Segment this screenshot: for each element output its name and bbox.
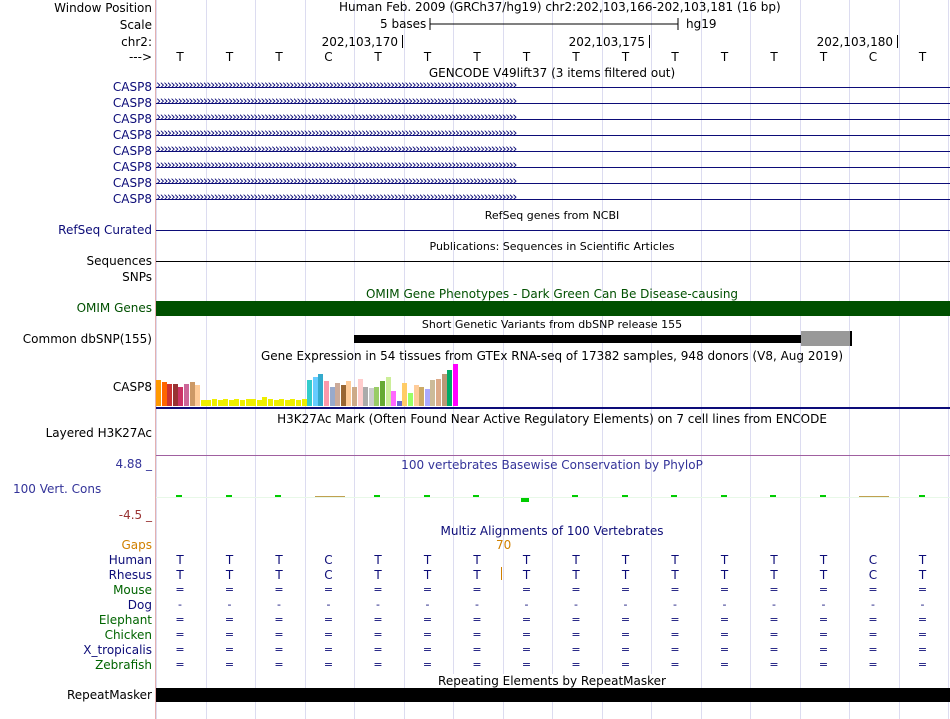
gtex-tissue-bar[interactable] [302, 399, 307, 406]
chrom-label: chr2: [121, 35, 152, 49]
gtex-tissue-bar[interactable] [234, 399, 239, 406]
alignment-base: = [224, 583, 235, 596]
h3k27ac-baseline [156, 455, 950, 456]
gtex-tissue-bar[interactable] [290, 399, 295, 406]
alignment-base: = [274, 583, 284, 596]
alignment-base: = [323, 643, 334, 656]
repeatmasker-label[interactable]: RepeatMasker [66, 688, 152, 702]
alignment-base: = [274, 628, 284, 641]
alignment-base: = [620, 658, 631, 671]
alignment-base: = [868, 583, 878, 596]
gtex-tissue-bar[interactable] [324, 381, 329, 406]
alignment-base: - [920, 598, 925, 611]
gtex-tissue-bar[interactable] [346, 381, 351, 406]
alignment-base: - [821, 598, 826, 611]
alignment-base: = [224, 628, 235, 641]
alignment-base: - [623, 598, 628, 611]
base-letter: T [522, 50, 531, 64]
alignment-base: T [374, 568, 382, 582]
gtex-tissue-bar[interactable] [257, 400, 262, 406]
alignment-base: = [868, 628, 878, 641]
alignment-base: T [522, 568, 531, 582]
species-label[interactable]: X_tropicalis [83, 643, 152, 657]
alignment-base: = [571, 643, 581, 656]
gtex-tissue-bar[interactable] [358, 379, 363, 406]
scale-label: Scale [119, 18, 152, 32]
gtex-tissue-bar[interactable] [178, 387, 183, 406]
gtex-label[interactable]: CASP8 [112, 380, 152, 394]
species-label[interactable]: Rhesus [108, 568, 152, 582]
gtex-tissue-bar[interactable] [223, 399, 228, 406]
refseq-title: RefSeq genes from NCBI [484, 209, 620, 222]
ruler-position-label: 202,103,180 [816, 35, 893, 49]
alignment-base: = [373, 658, 383, 671]
alignment-base: = [670, 643, 680, 656]
alignment-base: = [818, 643, 829, 656]
base-letter: T [423, 50, 432, 64]
alignment-base: = [175, 628, 185, 641]
repeatmasker-title: Repeating Elements by RepeatMasker [438, 674, 666, 688]
alignment-base: = [571, 583, 581, 596]
gaps-label: Gaps [121, 538, 152, 552]
gtex-tissue-bar[interactable] [341, 385, 346, 406]
species-label[interactable]: Elephant [98, 613, 152, 627]
species-label[interactable]: Zebrafish [95, 658, 152, 672]
alignment-base: = [472, 583, 482, 596]
base-letter: T [720, 50, 729, 64]
gtex-tissue-bar[interactable] [156, 380, 161, 406]
gtex-tissue-bar[interactable] [374, 387, 379, 406]
gap-count: 70 [496, 538, 512, 552]
gtex-tissue-bar[interactable] [414, 385, 419, 406]
alignment-base: = [868, 658, 878, 671]
gtex-tissue-bar[interactable] [285, 400, 290, 406]
gtex-tissue-bar[interactable] [218, 400, 223, 406]
alignment-base: T [572, 553, 580, 567]
alignment-base: T [770, 568, 778, 582]
phylop-max-label: 4.88 _ [115, 457, 152, 471]
alignment-base: T [819, 553, 828, 567]
alignment-base: - [227, 598, 232, 611]
alignment-base: T [671, 568, 679, 582]
alignment-base: T [770, 553, 778, 567]
phylop-title: 100 vertebrates Basewise Conservation by PhyloP [401, 458, 703, 472]
gtex-tissue-bar[interactable] [246, 399, 251, 406]
alignment-base: T [473, 553, 481, 567]
alignment-base: = [521, 628, 532, 641]
gtex-tissue-bar[interactable] [363, 387, 368, 406]
alignment-base: = [373, 613, 383, 626]
alignment-base: T [275, 553, 283, 567]
omim-bar[interactable] [156, 301, 950, 316]
scale-text: 5 bases [380, 17, 427, 31]
gtex-tissue-bar[interactable] [402, 383, 407, 406]
alignment-base: - [772, 598, 776, 611]
h3k27ac-label[interactable]: Layered H3K27Ac [45, 426, 152, 440]
alignment-base: T [374, 553, 382, 567]
alignment-base: T [918, 568, 927, 582]
alignment-base: = [323, 658, 334, 671]
ruler-position-label: 202,103,170 [321, 35, 398, 49]
alignment-base: = [472, 643, 482, 656]
multiz-title: Multiz Alignments of 100 Vertebrates [440, 524, 664, 538]
alignment-base: T [621, 568, 630, 582]
gtex-tissue-bar[interactable] [268, 399, 273, 406]
alignment-base: T [225, 553, 234, 567]
strand-arrows: ›››››››››››››››››››››››››››››››››››››››››››››››››››››››››››››››››››››››››››››››››››››››››››››››››››› [156, 79, 516, 93]
phylop-label[interactable]: 100 Vert. Cons [13, 482, 102, 496]
gtex-tissue-bar[interactable] [212, 399, 217, 406]
strand-arrows: ›››››››››››››››››››››››››››››››››››››››››››››››››››››››››››››››››››››››››››››››››››››››››››››››››››› [156, 143, 516, 157]
dbsnp-title: Short Genetic Variants from dbSNP release 155 [421, 318, 683, 331]
base-letter: T [621, 50, 630, 64]
gtex-tissue-bar[interactable] [229, 400, 234, 406]
alignment-base: = [719, 628, 730, 641]
alignment-base: T [572, 568, 580, 582]
alignment-base: T [671, 553, 679, 567]
alignment-base: = [373, 628, 383, 641]
gencode-transcript-label[interactable]: CASP8 [112, 112, 152, 126]
gtex-tissue-bar[interactable] [173, 384, 178, 406]
gtex-tissue-bar[interactable] [447, 370, 452, 406]
alignment-base: T [522, 553, 531, 567]
snps-label[interactable]: SNPs [122, 270, 152, 284]
alignment-base: = [670, 658, 680, 671]
base-letter: T [572, 50, 580, 64]
alignment-base: = [274, 643, 284, 656]
publications-label[interactable]: Sequences [86, 254, 152, 268]
alignment-base: = [323, 628, 334, 641]
alignment-base: = [175, 643, 185, 656]
alignment-base: = [917, 643, 928, 656]
base-letter: T [918, 50, 927, 64]
dbsnp-variant-highlight[interactable] [801, 331, 852, 346]
species-label[interactable]: Mouse [113, 583, 152, 597]
alignment-base: = [521, 613, 532, 626]
omim-title: OMIM Gene Phenotypes - Dark Green Can Be Disease-causing [365, 287, 739, 301]
alignment-base: T [423, 568, 432, 582]
base-letter: C [324, 50, 333, 64]
alignment-base: = [868, 613, 878, 626]
alignment-base: = [769, 583, 779, 596]
ruler-tick [897, 35, 898, 48]
alignment-base: - [673, 598, 677, 611]
alignment-base: = [571, 613, 581, 626]
phylop-zero-line [156, 497, 950, 498]
gtex-tissue-bar[interactable] [240, 400, 245, 406]
gencode-transcript-label[interactable]: CASP8 [112, 176, 152, 190]
alignment-base: T [720, 553, 729, 567]
alignment-base: = [868, 643, 878, 656]
gtex-tissue-bar[interactable] [162, 382, 167, 406]
alignment-base: = [224, 658, 235, 671]
alignment-base: = [917, 628, 928, 641]
gtex-tissue-bar[interactable] [201, 400, 206, 406]
gtex-tissue-bar[interactable] [184, 384, 189, 406]
gtex-tissue-bar[interactable] [307, 380, 312, 406]
alignment-base: = [719, 583, 730, 596]
gtex-tissue-bar[interactable] [195, 385, 200, 406]
alignment-base: = [818, 583, 829, 596]
strand-arrows: ›››››››››››››››››››››››››››››››››››››››››››››››››››››››››››››››››››››››››››››››››››››››››››››››››››› [156, 111, 516, 125]
alignment-base: = [719, 658, 730, 671]
gencode-transcript-label[interactable]: CASP8 [112, 128, 152, 142]
ruler-tick [649, 35, 650, 48]
gtex-tissue-bar[interactable] [206, 400, 211, 406]
alignment-base: = [521, 583, 532, 596]
gencode-transcript-label[interactable]: CASP8 [112, 96, 152, 110]
gtex-tissue-bar[interactable] [318, 374, 323, 406]
alignment-base: = [620, 613, 631, 626]
gtex-tissue-bar[interactable] [167, 384, 172, 406]
alignment-base: = [472, 658, 482, 671]
strand-label: ---> [128, 50, 152, 64]
alignment-base: = [620, 583, 631, 596]
alignment-base: - [524, 598, 529, 611]
alignment-base: = [818, 628, 829, 641]
alignment-base: = [719, 643, 730, 656]
gtex-tissue-bar[interactable] [274, 400, 279, 406]
base-letter: T [671, 50, 679, 64]
alignment-base: = [323, 583, 334, 596]
alignment-base: = [422, 643, 433, 656]
alignment-base: - [475, 598, 479, 611]
gtex-tissue-bar[interactable] [313, 377, 318, 406]
alignment-base: = [422, 658, 433, 671]
alignment-base: - [277, 598, 281, 611]
alignment-base: = [769, 613, 779, 626]
species-label[interactable]: Chicken [104, 628, 152, 642]
alignment-base: C [324, 553, 333, 567]
gtex-tissue-bar[interactable] [419, 387, 424, 406]
gencode-transcript-label[interactable]: CASP8 [112, 160, 152, 174]
base-letter: T [819, 50, 828, 64]
gencode-title: GENCODE V49lift37 (3 items filtered out) [428, 66, 676, 80]
gtex-baseline [156, 407, 950, 409]
alignment-base: - [722, 598, 727, 611]
alignment-base: - [871, 598, 875, 611]
gtex-tissue-bar[interactable] [380, 381, 385, 406]
gtex-tissue-bar[interactable] [436, 379, 441, 406]
base-letter: T [770, 50, 778, 64]
gencode-transcript-label[interactable]: CASP8 [112, 144, 152, 158]
alignment-base: T [621, 553, 630, 567]
alignment-base: = [917, 613, 928, 626]
strand-arrows: ›››››››››››››››››››››››››››››››››››››››››››››››››››››››››››››››››››››››››››››››››››››››››››››››››››› [156, 191, 516, 205]
gtex-tissue-bar[interactable] [386, 377, 391, 406]
alignment-base: = [175, 583, 185, 596]
gtex-tissue-bar[interactable] [330, 387, 335, 406]
alignment-base: = [818, 613, 829, 626]
alignment-base: = [719, 613, 730, 626]
phylop-min-label: -4.5 _ [118, 508, 152, 522]
alignment-base: = [670, 583, 680, 596]
alignment-base: = [472, 628, 482, 641]
gtex-tissue-bar[interactable] [397, 401, 402, 406]
omim-label[interactable]: OMIM Genes [76, 301, 152, 315]
alignment-base: T [275, 568, 283, 582]
gtex-title: Gene Expression in 54 tissues from GTEx RNA-seq of 17382 samples, 948 donors (V8, Aug 2019) [260, 349, 844, 363]
alignment-base: = [620, 628, 631, 641]
alignment-base: = [274, 613, 284, 626]
h3k27ac-title: H3K27Ac Mark (Often Found Near Active Regulatory Elements) on 7 cell lines from ENCODE [277, 412, 827, 426]
alignment-base: = [422, 613, 433, 626]
alignment-base: - [326, 598, 331, 611]
track-label-column [0, 0, 155, 719]
species-label[interactable]: Dog [127, 598, 152, 612]
alignment-base: = [224, 613, 235, 626]
gencode-transcript-label[interactable]: CASP8 [112, 80, 152, 94]
alignment-base: = [521, 658, 532, 671]
dbsnp-label[interactable]: Common dbSNP(155) [22, 332, 152, 346]
alignment-base: = [917, 658, 928, 671]
gtex-tissue-bar[interactable] [279, 399, 284, 406]
gtex-tissue-bar[interactable] [296, 400, 301, 406]
repeatmasker-bar[interactable] [156, 688, 950, 702]
gtex-tissue-bar[interactable] [425, 389, 430, 406]
alignment-base: T [423, 553, 432, 567]
strand-arrows: ›››››››››››››››››››››››››››››››››››››››››››››››››››››››››››››››››››››››››››››››››››››››››››››››››››› [156, 95, 516, 109]
alignment-base: = [917, 583, 928, 596]
alignment-base: - [425, 598, 430, 611]
alignment-base: - [574, 598, 578, 611]
alignment-base: = [769, 658, 779, 671]
base-letter: T [275, 50, 283, 64]
gtex-tissue-bar[interactable] [251, 399, 256, 406]
alignment-base: = [274, 658, 284, 671]
alignment-base: = [323, 613, 334, 626]
alignment-base: = [571, 628, 581, 641]
alignment-base: = [571, 658, 581, 671]
base-letter: T [473, 50, 481, 64]
gtex-tissue-bar[interactable] [453, 364, 458, 406]
refseq-label[interactable]: RefSeq Curated [58, 223, 152, 237]
alignment-base: = [224, 643, 235, 656]
alignment-base: = [670, 613, 680, 626]
alignment-base: T [176, 568, 184, 582]
ruler-tick [402, 35, 403, 48]
alignment-base: T [225, 568, 234, 582]
scale-bar [429, 17, 679, 31]
alignment-base: T [819, 568, 828, 582]
alignment-base: = [769, 643, 779, 656]
alignment-base: = [175, 613, 185, 626]
alignment-base: - [376, 598, 380, 611]
alignment-base: C [868, 553, 878, 567]
gtex-tissue-bar[interactable] [442, 374, 447, 406]
base-letter: C [868, 50, 878, 64]
alignment-base: = [175, 658, 185, 671]
gtex-tissue-bar[interactable] [430, 380, 435, 406]
gtex-tissue-bar[interactable] [262, 397, 267, 406]
ruler-position-label: 202,103,175 [568, 35, 645, 49]
scale-db-text: hg19 [686, 17, 717, 31]
alignment-base: = [620, 643, 631, 656]
alignment-base: C [324, 568, 333, 582]
strand-arrows: ›››››››››››››››››››››››››››››››››››››››››››››››››››››››››››››››››››››››››››››››››››››››››››››››››››› [156, 127, 516, 141]
gtex-tissue-bar[interactable] [391, 391, 396, 406]
alignment-base: T [720, 568, 729, 582]
alignment-base: T [918, 553, 927, 567]
alignment-base: = [521, 643, 532, 656]
strand-arrows: ›››››››››››››››››››››››››››››››››››››››››››››››››››››››››››››››››››››››››››››››››››››››››››››››››››› [156, 175, 516, 189]
base-letter: T [176, 50, 184, 64]
track-data-column[interactable] [156, 0, 950, 719]
window-position-label: Window Position [54, 1, 152, 15]
gtex-tissue-bar[interactable] [369, 388, 374, 406]
gencode-transcript-label[interactable]: CASP8 [112, 192, 152, 206]
gtex-tissue-bar[interactable] [408, 393, 413, 406]
alignment-base: = [422, 628, 433, 641]
publications-line [156, 261, 950, 262]
alignment-base: C [868, 568, 878, 582]
alignment-base: = [472, 613, 482, 626]
refseq-line [156, 230, 950, 231]
alignment-base: = [422, 583, 433, 596]
alignment-base: = [769, 628, 779, 641]
window-position-text: Human Feb. 2009 (GRCh37/hg19) chr2:202,103,166-202,103,181 (16 bp) [339, 0, 781, 14]
alignment-base: = [670, 628, 680, 641]
gtex-tissue-bar[interactable] [352, 387, 357, 406]
base-letter: T [374, 50, 382, 64]
alignment-base: T [473, 568, 481, 582]
alignment-base: - [178, 598, 182, 611]
alignment-base: T [176, 553, 184, 567]
alignment-base: = [373, 583, 383, 596]
gtex-tissue-bar[interactable] [190, 382, 195, 406]
gtex-tissue-bar[interactable] [335, 383, 340, 406]
base-letter: T [225, 50, 234, 64]
gap-marker [501, 567, 502, 580]
strand-arrows: ›››››››››››››››››››››››››››››››››››››››››››››››››››››››››››››››››››››››››››››››››››››››››››››››››››› [156, 159, 516, 173]
alignment-base: = [373, 643, 383, 656]
alignment-base: = [818, 658, 829, 671]
species-label[interactable]: Human [108, 553, 152, 567]
dbsnp-variant-bar[interactable] [354, 335, 850, 343]
publications-title: Publications: Sequences in Scientific Articles [429, 240, 675, 253]
